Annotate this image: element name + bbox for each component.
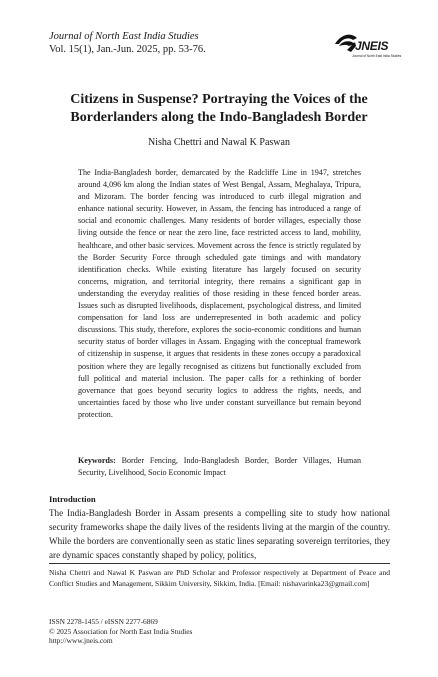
issn: ISSN 2278-1455 / eISSN 2277-6869 [49, 617, 158, 626]
volume-info: Vol. 15(1), Jan.-Jun. 2025, pp. 53-76. [49, 44, 206, 55]
introduction [49, 506, 390, 562]
journal-logo [333, 30, 402, 70]
journal-url[interactable]: http://www.jneis.com [49, 636, 113, 646]
article-title: Citizens in Suspense? Portraying the Voices of the Borderlanders along the Indo-Bangladesh Border [70, 92, 368, 125]
introduction-text: The India-Bangladesh Border in Assam presents a compelling site to study how national security frameworks shape the daily lives of the residents living at the margin of the country. While the borders are conventionally seen as static lines separating sovereign territories, they are dynamic spaces constantly shaped by policy, politics, [49, 508, 390, 560]
journal-header [49, 30, 206, 56]
keywords-label: Keywords: [78, 456, 116, 465]
abstract-text: The India-Bangladesh border, demarcated by the Radcliffe Line in 1947, stretches around 4,096 km along the Indian states of West Bengal, Assam, Meghalaya, Tripura, and Mizoram. The border fencing was introduced to curb illegal migration and enhance national security. However, in Assam, the fencing has introduced a range of social and economic challenges. Many residents of border villages, especially those living outside the fence or near the zero line, face restricted access to land, mobility, healthcare, and other basic services. Movement across the fence is strictly regulated by the Border Security Force through scheduled gate timings and with mandatory identification checks. While existing literature has largely focused on security concerns, migration, and territorial integrity, there remains a significant gap in understanding the everyday realities of those residing in these fenced border areas. Issues such as disrupted livelihoods, displacement, psychological distress, and limited compensation for land loss are underrepresented in both academic and policy discussions. This study, therefore, explores the socio-economic conditions and human security status of border villages in Assam. Engaging with the conceptual framework of citizenship in suspense, it argues that residents in these zones occupy a paradoxical position where they are legally recognised as citizens but functionally excluded from full political and material inclusion. The paper calls for a rethinking of border governance that goes beyond security logics to address the rights, needs, and uncertainties faced by those who live under constant surveillance but remain beyond protection. [78, 168, 361, 419]
copyright: © 2025 Association for North East India Studies [49, 626, 193, 636]
logo-text: JNEIS [355, 39, 389, 53]
author-footnote: Nisha Chettri and Nawal K Paswan are PhD Scholar and Professor respectively at Department of Peace and Conflict Studies and Management, Sikkim University, Sikkim, India. [Email: nishavarinka23@gmail.com] [49, 568, 390, 588]
abstract [78, 167, 361, 421]
article-authors: Nisha Chettri and Nawal K Paswan [148, 137, 290, 148]
introduction-heading: Introduction [49, 494, 96, 504]
page-footer [49, 617, 192, 646]
logo-subtext: Journal of North East India Studies [352, 54, 402, 58]
keywords [78, 455, 361, 479]
footnote-divider [49, 563, 390, 564]
journal-name: Journal of North East India Studies [49, 31, 199, 42]
keywords-text: Border Fencing, Indo-Bangladesh Border, Border Villages, Human Security, Livelihood, Socio Economic Impact [78, 456, 361, 478]
